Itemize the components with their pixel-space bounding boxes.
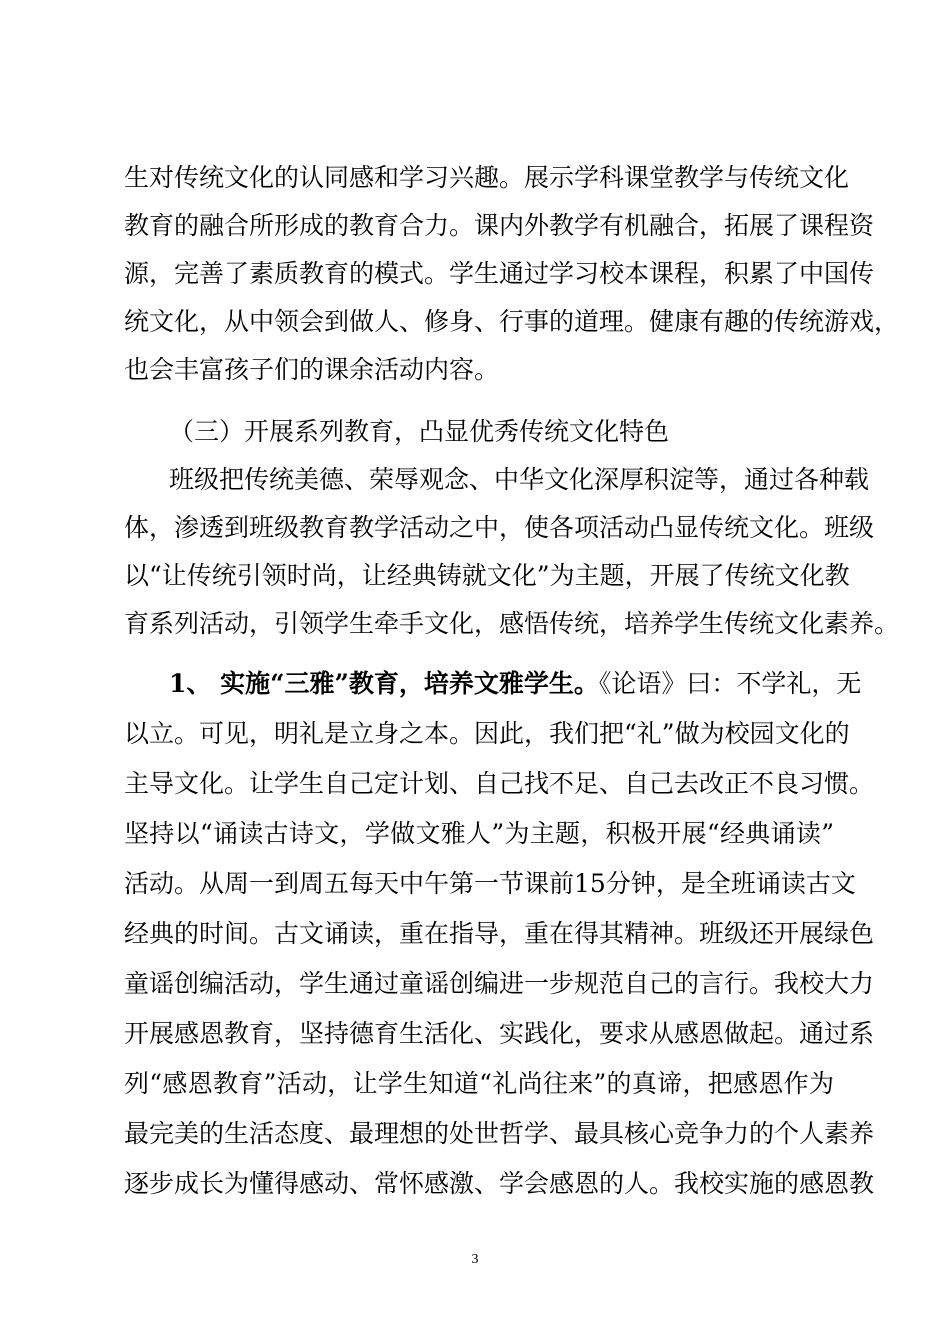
paragraph-line: 开展感恩教育，坚持德育生活化、实践化，要求从感恩做起。通过系	[124, 1019, 875, 1048]
paragraph-line: 最完美的生活态度、最理想的处世哲学、最具核心竞争力的个人素养	[124, 1119, 875, 1148]
paragraph-line: 统文化，从中领会到做人、修身、行事的道理。健康有趣的传统游戏，	[124, 307, 900, 336]
page-number: 3	[471, 1252, 479, 1267]
paragraph-line: 班级把传统美德、荣辱观念、中华文化深厚积淀等，通过各种载	[169, 465, 870, 494]
subsection-heading: 1、 实施“三雅”教育，培养文雅学生。	[169, 669, 599, 698]
paragraph-line: 源，完善了素质教育的模式。学生通过学习校本课程，积累了中国传	[124, 259, 875, 288]
paragraph-line: 活动。从周一到周五每天中午第一节课前15分钟，是全班诵读古文	[124, 869, 856, 898]
paragraph-line: 体，渗透到班级教育教学活动之中，使各项活动凸显传统文化。班级	[124, 513, 875, 542]
paragraph-line: 以立。可见，明礼是立身之本。因此，我们把“礼”做为校园文化的	[124, 719, 850, 748]
paragraph-line: 也会丰富孩子们的课余活动内容。	[124, 355, 500, 384]
paragraph-text: 《论语》曰：不学礼，无	[598, 669, 862, 698]
paragraph-line: 教育的融合所形成的教育合力。课内外教学有机融合，拓展了课程资	[124, 211, 875, 240]
paragraph-line: 童谣创编活动，学生通过童谣创编进一步规范自己的言行。我校大力	[124, 969, 875, 998]
paragraph-line: 坚持以“诵读古诗文，学做文雅人”为主题，积极开展“经典诵读”	[124, 819, 834, 848]
paragraph-line: 生对传统文化的认同感和学习兴趣。展示学科课堂教学与传统文化	[124, 163, 850, 192]
paragraph-line-with-heading	[169, 664, 862, 704]
paragraph-line: 列“感恩教育”活动，让学生知道“礼尚往来”的真谛，把感恩作为	[124, 1069, 834, 1098]
paragraph-line: 育系列活动，引领学生牵手文化，感悟传统，培养学生传统文化素养。	[124, 609, 900, 638]
paragraph-line: 以“让传统引领时尚，让经典铸就文化”为主题，开展了传统文化教	[124, 561, 850, 590]
section-heading: （三）开展系列教育，凸显优秀传统文化特色	[169, 417, 670, 446]
paragraph-line: 主导文化。让学生自己定计划、自己找不足、自己去改正不良习惯。	[124, 769, 875, 798]
paragraph-line: 经典的时间。古文诵读，重在指导，重在得其精神。班级还开展绿色	[124, 919, 875, 948]
paragraph-line: 逐步成长为懂得感动、常怀感激、学会感恩的人。我校实施的感恩教	[124, 1169, 875, 1198]
